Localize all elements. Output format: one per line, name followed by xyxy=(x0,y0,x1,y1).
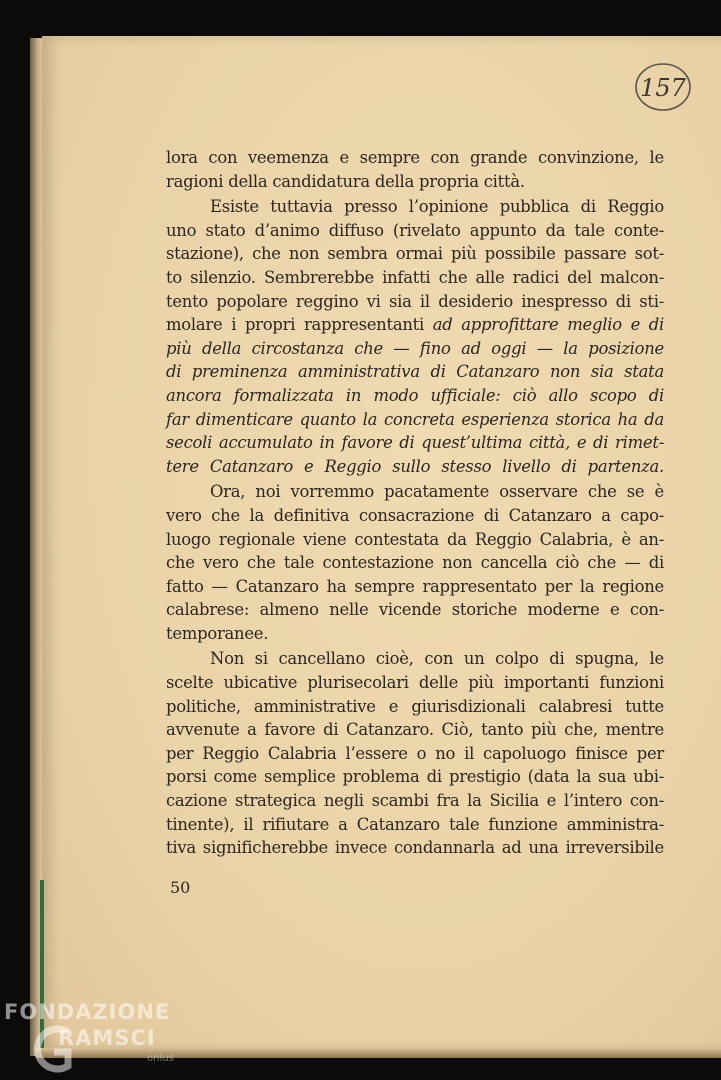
svg-text:157: 157 xyxy=(640,74,686,102)
text-line: far dimenticare quanto la concreta esperienza storica ha da xyxy=(166,409,664,429)
italic-fragment: ad approfittare meglio e di xyxy=(432,315,665,335)
text-line: luogo regionale viene contestata da Reggio Calabria, è an- xyxy=(166,529,664,549)
text-line: tere Catanzaro e Reggio sullo stesso livello di partenza. xyxy=(166,456,664,476)
watermark-text: FONDAZIONE xyxy=(4,1000,171,1024)
text-line: tento popolare reggino vi sia il desiderio inespresso di sti- xyxy=(166,291,664,311)
text-line: per Reggio Calabria l’essere o no il capoluogo finisce per xyxy=(166,743,664,763)
text-line: tinente), il rifiutare a Catanzaro tale funzione amministra- xyxy=(166,814,664,834)
text-line: calabrese: almeno nelle vicende storiche moderne e con- xyxy=(166,600,664,620)
text-line: più della circostanza che — fino ad oggi — la posizione xyxy=(166,338,664,358)
text-line: porsi come semplice problema di prestigio (data la sua ubi- xyxy=(166,767,664,787)
text-line: Non si cancellano cioè, con un colpo di spugna, le xyxy=(210,649,664,669)
page-number: 50 xyxy=(170,878,191,897)
text-line: cazione strategica negli scambi fra la Sicilia e l’intero con- xyxy=(166,791,664,811)
text-line: stazione), che non sembra ormai più possibile passare sot- xyxy=(166,244,664,264)
text-line: Esiste tuttavia presso l’opinione pubblica di Reggio xyxy=(210,197,664,217)
text-line: scelte ubicative plurisecolari delle più importanti funzioni xyxy=(166,673,664,693)
text-line: fatto — Catanzaro ha sempre rappresentato per la regione xyxy=(166,576,664,596)
text-line: tiva significherebbe invece condannarla ad una irreversibile xyxy=(166,838,664,858)
text-line: politiche, amministrative e giurisdizionali calabresi tutte xyxy=(166,696,664,716)
text-line: uno stato d’animo diffuso (rivelato appunto da tale conte- xyxy=(166,220,664,240)
text-line: avvenute a favore di Catanzaro. Ciò, tanto più che, mentre xyxy=(166,720,664,740)
body-text xyxy=(166,146,664,860)
text-line: di preminenza amministrativa di Catanzaro non sia stata xyxy=(166,362,664,382)
text-fragment: molare i propri rappresentanti xyxy=(166,315,424,335)
text-line: che vero che tale contestazione non cancella ciò che — di xyxy=(166,553,664,573)
text-line: lora con veemenza e sempre con grande convinzione, le xyxy=(166,148,664,167)
handwritten-page-number xyxy=(634,60,692,112)
text-line: ragioni della candidatura della propria città. xyxy=(166,171,525,191)
text-line: vero che la definitiva consacrazione di Catanzaro a capo- xyxy=(166,505,664,525)
text-line xyxy=(166,313,664,337)
text-line: Ora, noi vorremmo pacatamente osservare che se è xyxy=(210,482,664,502)
text-line: ancora formalizzata in modo ufficiale: ciò allo scopo di xyxy=(166,385,664,405)
text-line: secoli accumulato in favore di quest’ultima città, e di rimet- xyxy=(166,433,664,453)
watermark-subtext: onlus xyxy=(147,1053,174,1064)
text-line: to silenzio. Sembrerebbe infatti che alle radici del malcon- xyxy=(166,267,664,287)
watermark-text: RAMSCI xyxy=(58,1026,156,1050)
text-line: temporanee. xyxy=(166,623,269,643)
